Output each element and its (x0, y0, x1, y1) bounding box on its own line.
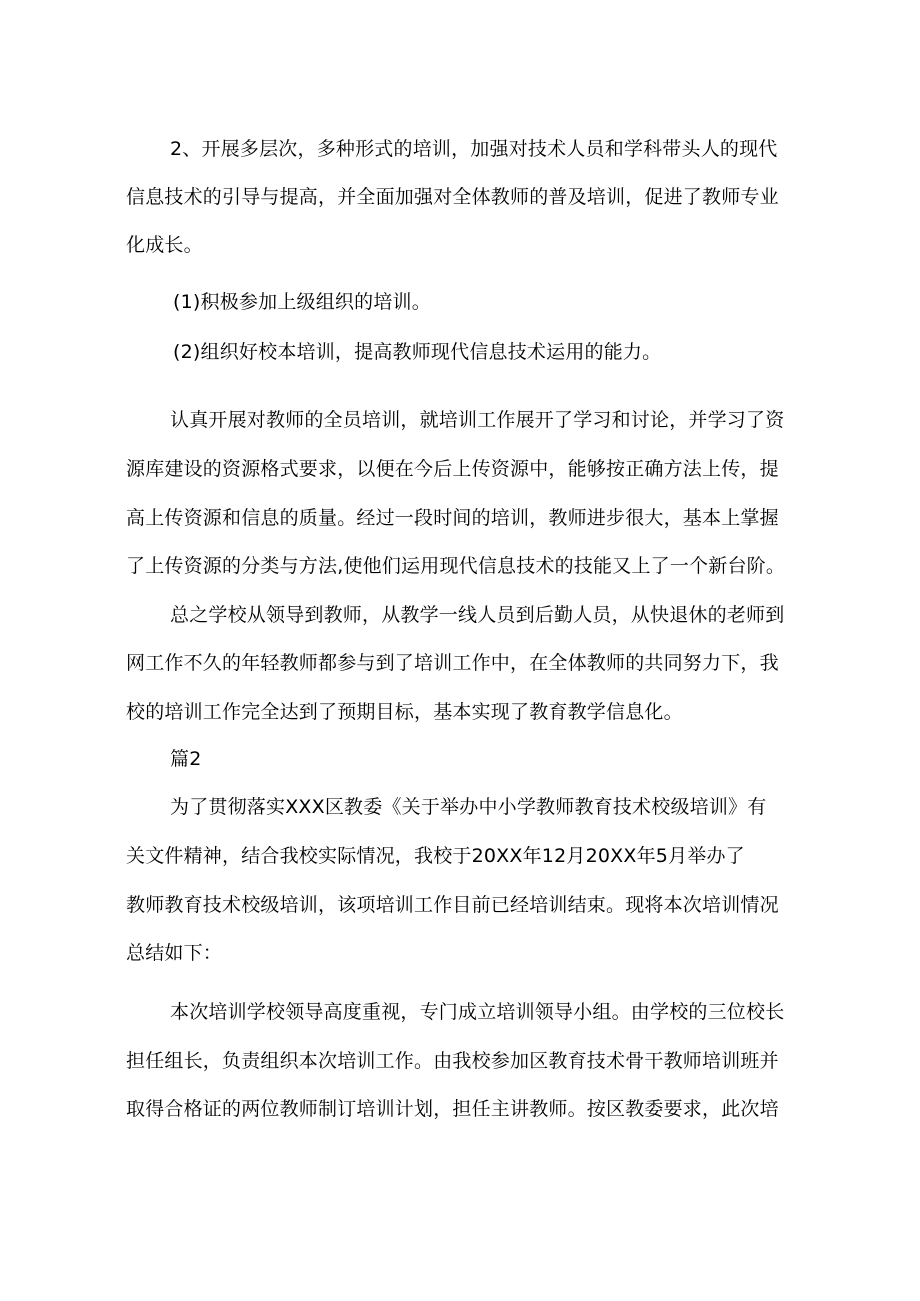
text-line: 信息技术的引导与提高，并全面加强对全体教师的普及培训，促进了教师专业 (126, 186, 779, 208)
text-line: 校的培训工作完全达到了预期目标，基本实现了教育教学信息化。 (126, 701, 683, 723)
text-line: 认真开展对教师的全员培训，就培训工作展开了学习和讨论，并学习了资 (170, 409, 785, 431)
section-heading: 篇2 (170, 748, 202, 770)
text-line: 总结如下： (126, 942, 223, 964)
text-line: 网工作不久的年轻教师都参与到了培训工作中，在全体教师的共同努力下，我 (126, 652, 779, 674)
text-line: 教师教育技术校级培训，该项培训工作目前已经培训结束。现将本次培训情况 (126, 894, 779, 916)
text-line: 为了贯彻落实XXX区教委《关于举办中小学教师教育技术校级培训》有 (170, 796, 767, 818)
text-line: 源库建设的资源格式要求，以便在今后上传资源中，能够按正确方法上传，提 (126, 458, 779, 480)
text-line: 取得合格证的两位教师制订培训计划，担任主讲教师。按区教委要求，此次培 (126, 1098, 779, 1120)
text-line: 本次培训学校领导高度重视，专门成立培训领导小组。由学校的三位校长 (170, 1001, 785, 1023)
text-line: 了上传资源的分类与方法,使他们运用现代信息技术的技能又上了一个新台阶。 (126, 555, 786, 577)
text-line: 担任组长，负责组织本次培训工作。由我校参加区教育技术骨干教师培训班并 (126, 1050, 779, 1072)
text-line: 关文件精神，结合我校实际情况，我校于20XX年12月20XX年5月举办了 (126, 845, 745, 867)
text-line: 化成长。 (126, 234, 203, 256)
text-line: 2、开展多层次，多种形式的培训，加强对技术人员和学科带头人的现代 (170, 138, 778, 160)
list-item: (1)积极参加上级组织的培训。 (173, 291, 431, 313)
text-line: 高上传资源和信息的质量。经过一段时间的培训，教师进步很大，基本上掌握 (126, 507, 779, 529)
text-line: 总之学校从领导到教师，从教学一线人员到后勤人员，从快退休的老师到 (170, 604, 785, 626)
list-item: (2)组织好校本培训，提高教师现代信息技术运用的能力。 (173, 341, 662, 363)
